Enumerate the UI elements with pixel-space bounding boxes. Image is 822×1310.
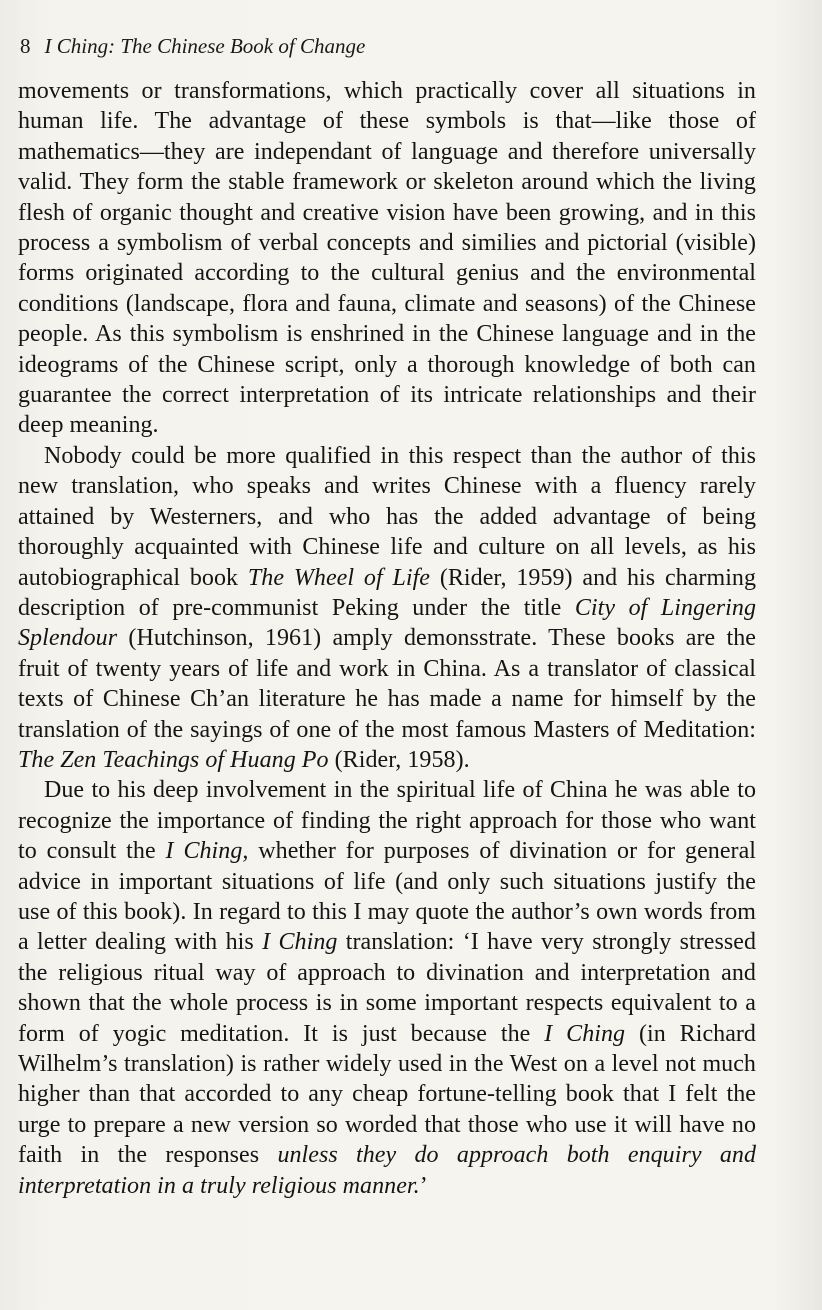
paragraph-2-text-3: (Hutchinson, 1961) amply demonsstrate. These books are the fruit of twenty years of life and work in China. As a translator of classical texts of Chinese Ch’an literature he has made a name for himself by the translation of the sayings of one of the most famous Masters of Meditation: xyxy=(18,625,756,743)
paragraph-3-text-2: whether for purposes of divination or for general advice in important situations of life (and only such situations justify the use of this book). In regard to this I may quote the author’s own words from a letter dealing with his xyxy=(18,838,756,956)
closing-quote: ’ xyxy=(419,1172,428,1199)
paragraph-3-text-1: Due to his deep involvement in the spiritual life of China he was able to recognize the importance of finding the right approach for those who want to consult the xyxy=(18,777,756,865)
paragraph-2-text-4: (Rider, 1958). xyxy=(328,746,470,773)
paragraph-3-text-4: (in Richard Wilhelm’s translation) is rather widely used in the West on a level not much higher than that accorded to any cheap fortune-telling book that I felt the urge to prepare a new version so worded that those who use it will have no faith in the responses xyxy=(18,1020,756,1169)
paragraph-2 xyxy=(18,441,756,775)
paragraph-2-text-2: (Rider, 1959) and his charming description of pre-communist Peking under the title xyxy=(18,564,757,621)
running-head-title: I Ching: The Chinese Book of Change xyxy=(44,34,366,58)
paragraph-2-text-1: Nobody could be more qualified in this respect than the author of this new translation, who speaks and writes Chinese with a fluency rarely attained by Westerners, and who has the added advantage of being thoroughly acquainted with Chinese life and culture on all levels, as his autobiographical book xyxy=(18,442,756,591)
paragraph-1: movements or transformations, which practically cover all situations in human life. The advantage of these symbols is that—like those of mathematics—they are independant of language and therefore universally valid. They form the stable framework or skeleton around which the living flesh of organic thought and creative vision have been growing, and in this process a symbolism of verbal concepts and similies and pictorial (visible) forms originated according to the cultural genius and the environmental conditions (landscape, flora and fauna, climate and seasons) of the Chinese people. As this symbolism is enshrined in the Chinese language and in the ideograms of the Chinese script, only a thorough knowledge of both can guarantee the correct interpretation of its intricate relationships and their deep meaning. xyxy=(18,78,756,439)
title-i-ching-1: I Ching, xyxy=(165,838,249,865)
paragraph-3-text-3: translation: ‘I have very strongly stressed the religious ritual way of approach to divination and interpretation and shown that the whole process is in some important respects equivalent to a form of yogic meditation. It is just because the xyxy=(18,929,756,1047)
body-text xyxy=(18,76,756,1201)
title-wheel-of-life: The Wheel of Life xyxy=(247,564,431,591)
running-head xyxy=(20,34,365,59)
page-number: 8 xyxy=(20,34,31,58)
title-i-ching-3: I Ching xyxy=(544,1020,626,1047)
title-city-of-lingering-splendour: City of Lingering Splendour xyxy=(18,594,756,652)
paragraph-3 xyxy=(18,775,756,1201)
quoted-emphasis: unless they do approach both enquiry and interpretation in a truly religious manner. xyxy=(18,1142,756,1199)
title-i-ching-2: I Ching xyxy=(262,929,338,956)
title-zen-teachings-of-huang-po: The Zen Teachings of Huang Po xyxy=(18,746,329,773)
